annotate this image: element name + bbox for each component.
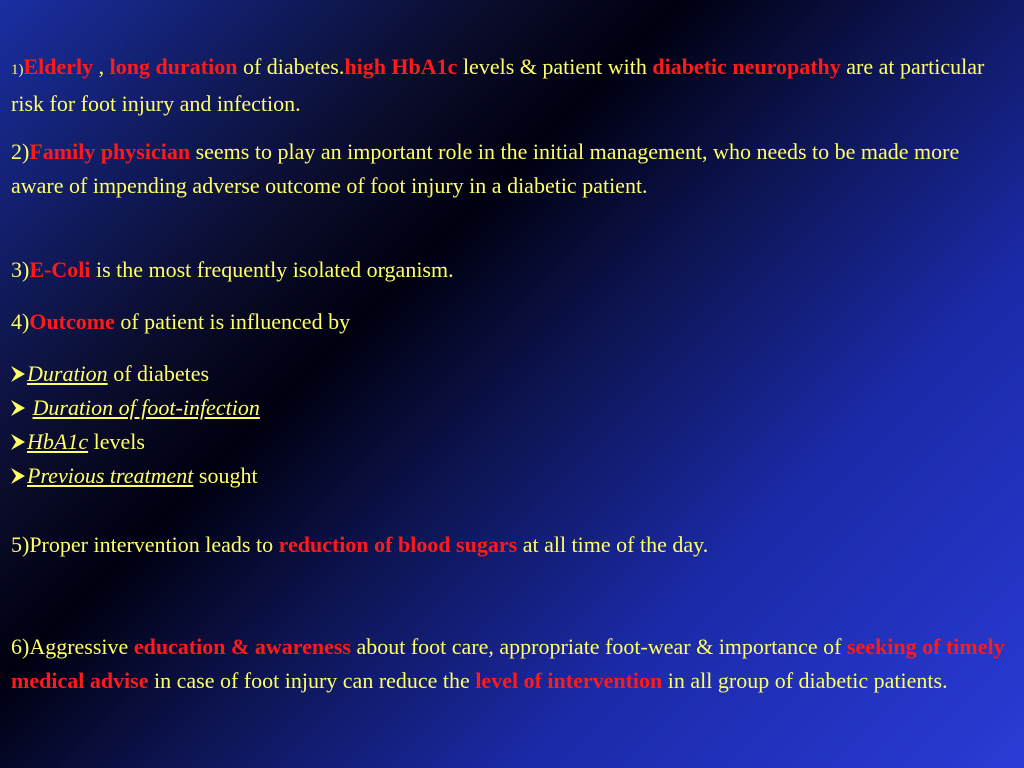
- point-6-text: 6)Aggressive: [11, 634, 134, 659]
- highlight-family-physician: Family physician: [29, 139, 191, 164]
- point-4-text: of patient is influenced by: [114, 309, 351, 334]
- highlight-high-hba1c: high HbA1c: [344, 54, 458, 79]
- highlight-e-coli: E-Coli: [29, 257, 91, 282]
- highlight-seeking-timely-advise: seeking of timely medical advise: [11, 634, 1005, 693]
- point-2: [11, 135, 1016, 203]
- point-4: [11, 305, 1016, 339]
- highlight-reduction-of-blood-sugars: reduction of blood sugars: [278, 532, 518, 557]
- bullet-emphasis: Previous treatment: [27, 463, 194, 488]
- point-5-text: 5)Proper intervention leads to: [11, 532, 279, 557]
- highlight-education-awareness: education & awareness: [133, 634, 351, 659]
- arrow-bullet-icon: [11, 434, 25, 450]
- point-3-text: is the most frequently isolated organism.: [90, 257, 454, 282]
- bullet-text: levels: [88, 429, 145, 454]
- point-6-text: in all group of diabetic patients.: [662, 668, 948, 693]
- arrow-bullet-icon: [11, 366, 25, 382]
- bullet-text: sought: [193, 463, 258, 488]
- bullet-item: [11, 391, 1016, 425]
- point-1: [11, 50, 1016, 121]
- highlight-long-duration: long duration: [109, 54, 238, 79]
- highlight-diabetic-neuropathy: diabetic neuropathy: [652, 54, 841, 79]
- point-5-text: at all time of the day.: [517, 532, 709, 557]
- point-3-number: 3): [11, 257, 30, 282]
- arrow-bullet-icon: [11, 468, 25, 484]
- point-5: [11, 528, 1016, 562]
- bullet-item: [11, 357, 1016, 391]
- point-6-text: about foot care, appropriate foot-wear & importance of: [350, 634, 847, 659]
- point-1-text: are at particular risk for foot injury and infection.: [11, 54, 985, 116]
- point-2-number: 2): [11, 139, 30, 164]
- bullet-item: [11, 425, 1016, 459]
- highlight-level-of-intervention: level of intervention: [475, 668, 663, 693]
- point-6-text: in case of foot injury can reduce the: [148, 668, 476, 693]
- point-1-text: of diabetes.: [237, 54, 345, 79]
- highlight-elderly: Elderly: [23, 54, 94, 79]
- bullet-emphasis: Duration of foot-infection: [32, 395, 260, 420]
- point-3: [11, 253, 1016, 287]
- point-1-text: levels & patient with: [457, 54, 653, 79]
- bullet-emphasis: HbA1c: [27, 429, 89, 454]
- point-2-text: seems to play an important role in the initial management, who needs to be made more aware of impending adverse outcome of foot injury in a diabetic patient.: [11, 139, 960, 198]
- point-1-text: ,: [93, 54, 110, 79]
- point-6: [11, 630, 1016, 698]
- arrow-bullet-icon: [11, 400, 25, 416]
- highlight-outcome: Outcome: [29, 309, 115, 334]
- point-1-number: 1): [11, 62, 24, 78]
- bullet-emphasis: Duration: [27, 361, 108, 386]
- bullet-text: of diabetes: [107, 361, 210, 386]
- point-4-number: 4): [11, 309, 30, 334]
- bullet-item: [11, 459, 1016, 493]
